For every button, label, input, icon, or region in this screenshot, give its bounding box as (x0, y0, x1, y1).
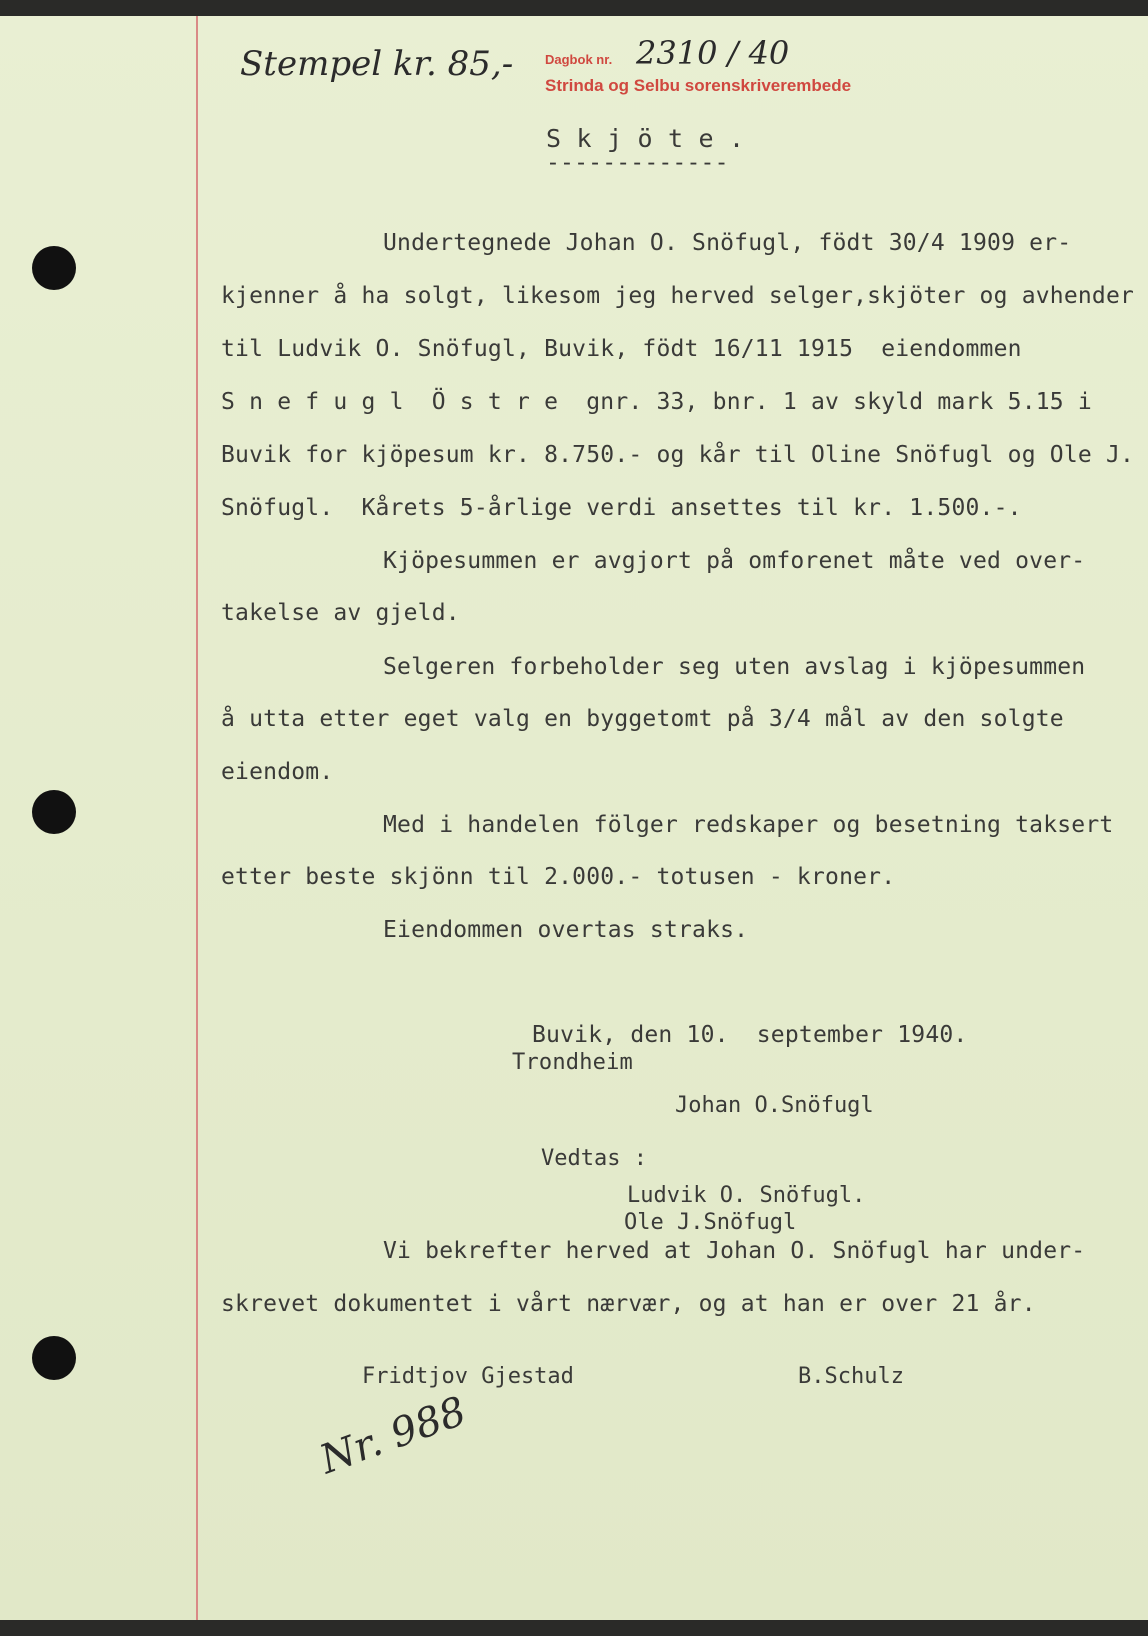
body-line: S n e f u g l Ö s t r e gnr. 33, bnr. 1 av skyld mark 5.15 i (221, 389, 1092, 415)
scan-edge-top (0, 0, 1148, 16)
handwritten-fee: Stempel kr. 85,- (240, 44, 514, 84)
place-date: Buvik, den 10. september 1940. (532, 1022, 968, 1048)
body-line: etter beste skjönn til 2.000.- totusen - kroner. (221, 864, 896, 890)
buyer-signature: Ole J.Snöfugl (624, 1210, 797, 1235)
body-line: takelse av gjeld. (221, 600, 460, 626)
margin-rule (196, 16, 198, 1620)
witness-signature: Fridtjov Gjestad (362, 1364, 574, 1389)
stamp-dagbok-number: 2310 / 40 (636, 34, 790, 72)
body-line: Buvik for kjöpesum kr. 8.750.- og kår til Oline Snöfugl og Ole J. (221, 442, 1135, 468)
punch-hole-icon (32, 246, 76, 290)
stamp-dagbok-label: Dagbok nr. (545, 52, 613, 67)
scan-edge-bottom (0, 1620, 1148, 1636)
body-line: Undertegnede Johan O. Snöfugl, födt 30/4 1909 er- (383, 230, 1072, 256)
body-line: Snöfugl. Kårets 5-årlige verdi ansettes til kr. 1.500.-. (221, 495, 1022, 521)
body-line: eiendom. (221, 759, 334, 785)
witness-line: Vi bekrefter herved at Johan O. Snöfugl har under- (383, 1238, 1086, 1264)
witness-signature: B.Schulz (798, 1364, 904, 1389)
stamp-office: Strinda og Selbu sorenskriverembede (545, 76, 852, 95)
body-line: Eiendommen overtas straks. (383, 917, 749, 943)
punch-hole-icon (32, 1336, 76, 1380)
buyer-signature: Ludvik O. Snöfugl. (627, 1183, 866, 1208)
document-title: S k j ö t e . (546, 124, 745, 153)
body-line: Kjöpesummen er avgjort på omforenet måte ved over- (383, 548, 1086, 574)
handwritten-initials: Nr. 988 (314, 1388, 473, 1484)
vedtas-label: Vedtas : (541, 1146, 647, 1171)
body-line: kjenner å ha solgt, likesom jeg herved selger,skjöter og avhender (221, 283, 1135, 309)
body-line: til Ludvik O. Snöfugl, Buvik, födt 16/11 1915 eiendommen (221, 336, 1022, 362)
seller-signature: Johan O.Snöfugl (675, 1093, 874, 1118)
witness-line: skrevet dokumentet i vårt nærvær, og at han er over 21 år. (221, 1291, 1036, 1317)
body-line: å utta etter eget valg en byggetomt på 3/4 mål av den solgte (221, 706, 1064, 732)
punch-hole-icon (32, 790, 76, 834)
place-correction: Trondheim (512, 1050, 634, 1075)
body-line: Med i handelen fölger redskaper og besetning taksert (383, 812, 1114, 838)
body-line: Selgeren forbeholder seg uten avslag i kjöpesummen (383, 654, 1086, 680)
title-underline: ------------- (546, 150, 729, 176)
